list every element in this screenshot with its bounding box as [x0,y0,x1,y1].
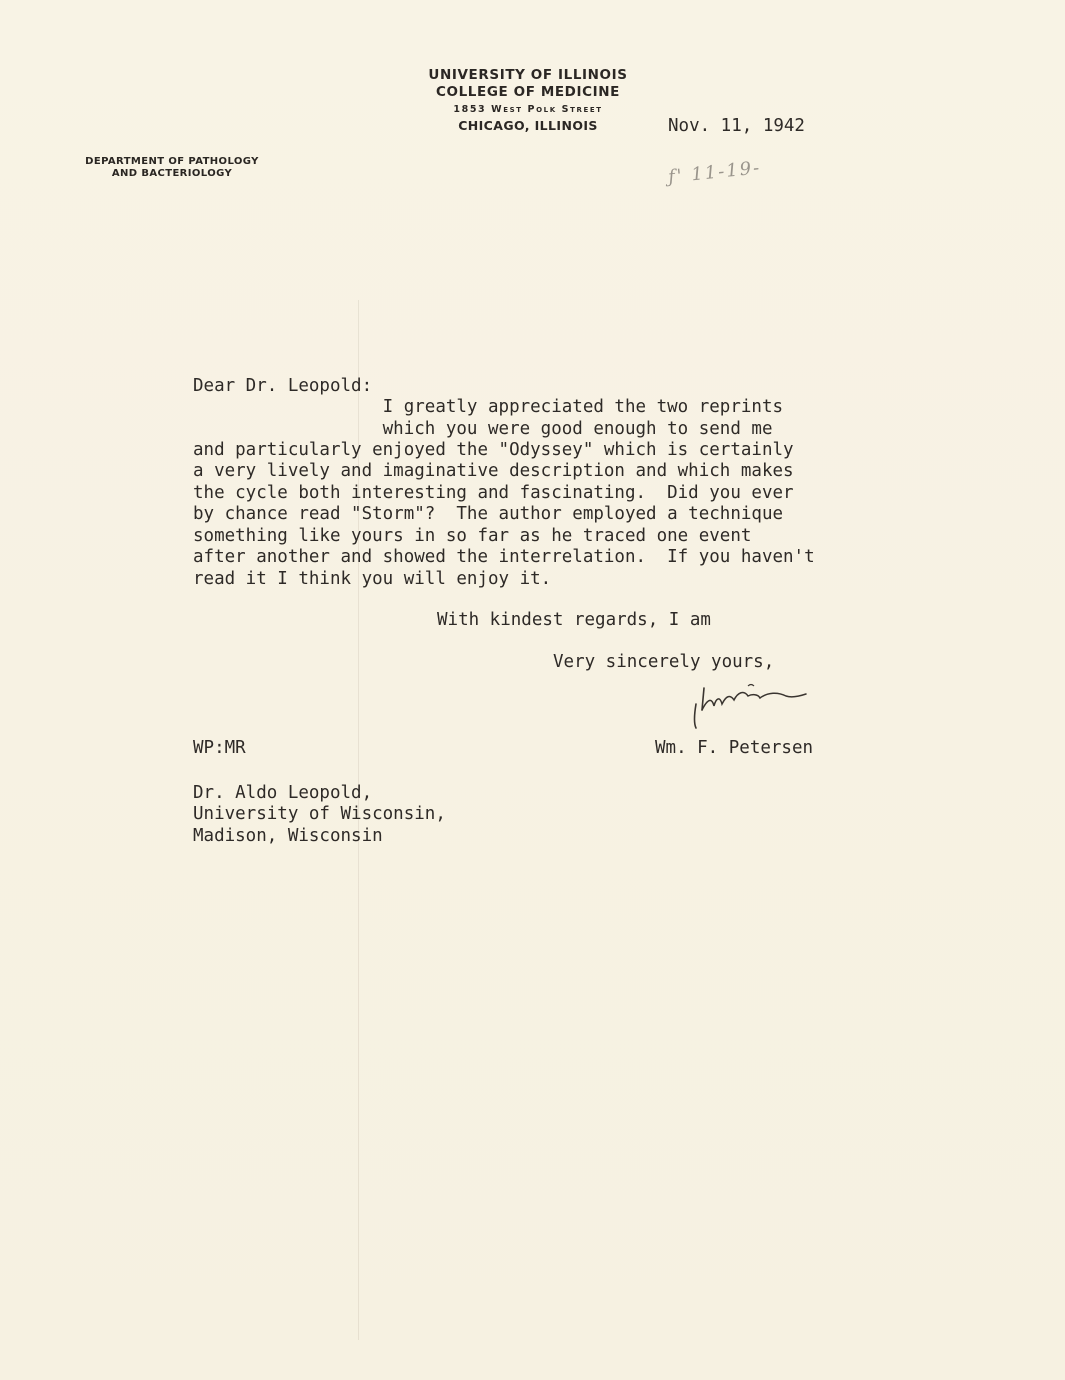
body-line: a very lively and imaginative description and which makes [193,461,794,481]
body-line: the cycle both interesting and fascinating. Did you ever [193,483,794,503]
letterhead-street: 1853 West Polk Street [453,104,603,115]
address-line: University of Wisconsin, [193,804,446,824]
valediction: Very sincerely yours, [553,652,775,672]
body-line: something like yours in so far as he traced one event [193,526,752,546]
pencil-annotation: ƒ' 11-19- [667,157,763,188]
signer-name: Wm. F. Petersen [655,738,814,758]
letterhead-university: UNIVERSITY OF ILLINOIS [428,67,628,83]
letterhead-department-line2: AND BACTERIOLOGY [111,168,233,179]
typist-initials: WP:MR [193,738,246,758]
body-line: and particularly enjoyed the "Odyssey" which is certainly [193,440,794,460]
handwritten-signature-icon [688,680,828,734]
salutation: Dear Dr. Leopold: [193,376,373,396]
address-line: Madison, Wisconsin [193,826,383,846]
closing-line: With kindest regards, I am [437,610,711,630]
letter-date: Nov. 11, 1942 [668,116,805,136]
letterhead-college: COLLEGE OF MEDICINE [436,84,620,100]
address-line: Dr. Aldo Leopold, [193,783,373,803]
body-line: after another and showed the interrelation. If you haven't [193,547,815,567]
body-line: by chance read "Storm"? The author employed a technique [193,504,784,524]
body-line: read it I think you will enjoy it. [193,569,552,589]
letterhead-city: CHICAGO, ILLINOIS [458,118,598,133]
body-line: which you were good enough to send me [193,419,773,439]
letterhead-department-line1: DEPARTMENT OF PATHOLOGY [85,156,259,167]
body-line: I greatly appreciated the two reprints [193,397,784,417]
